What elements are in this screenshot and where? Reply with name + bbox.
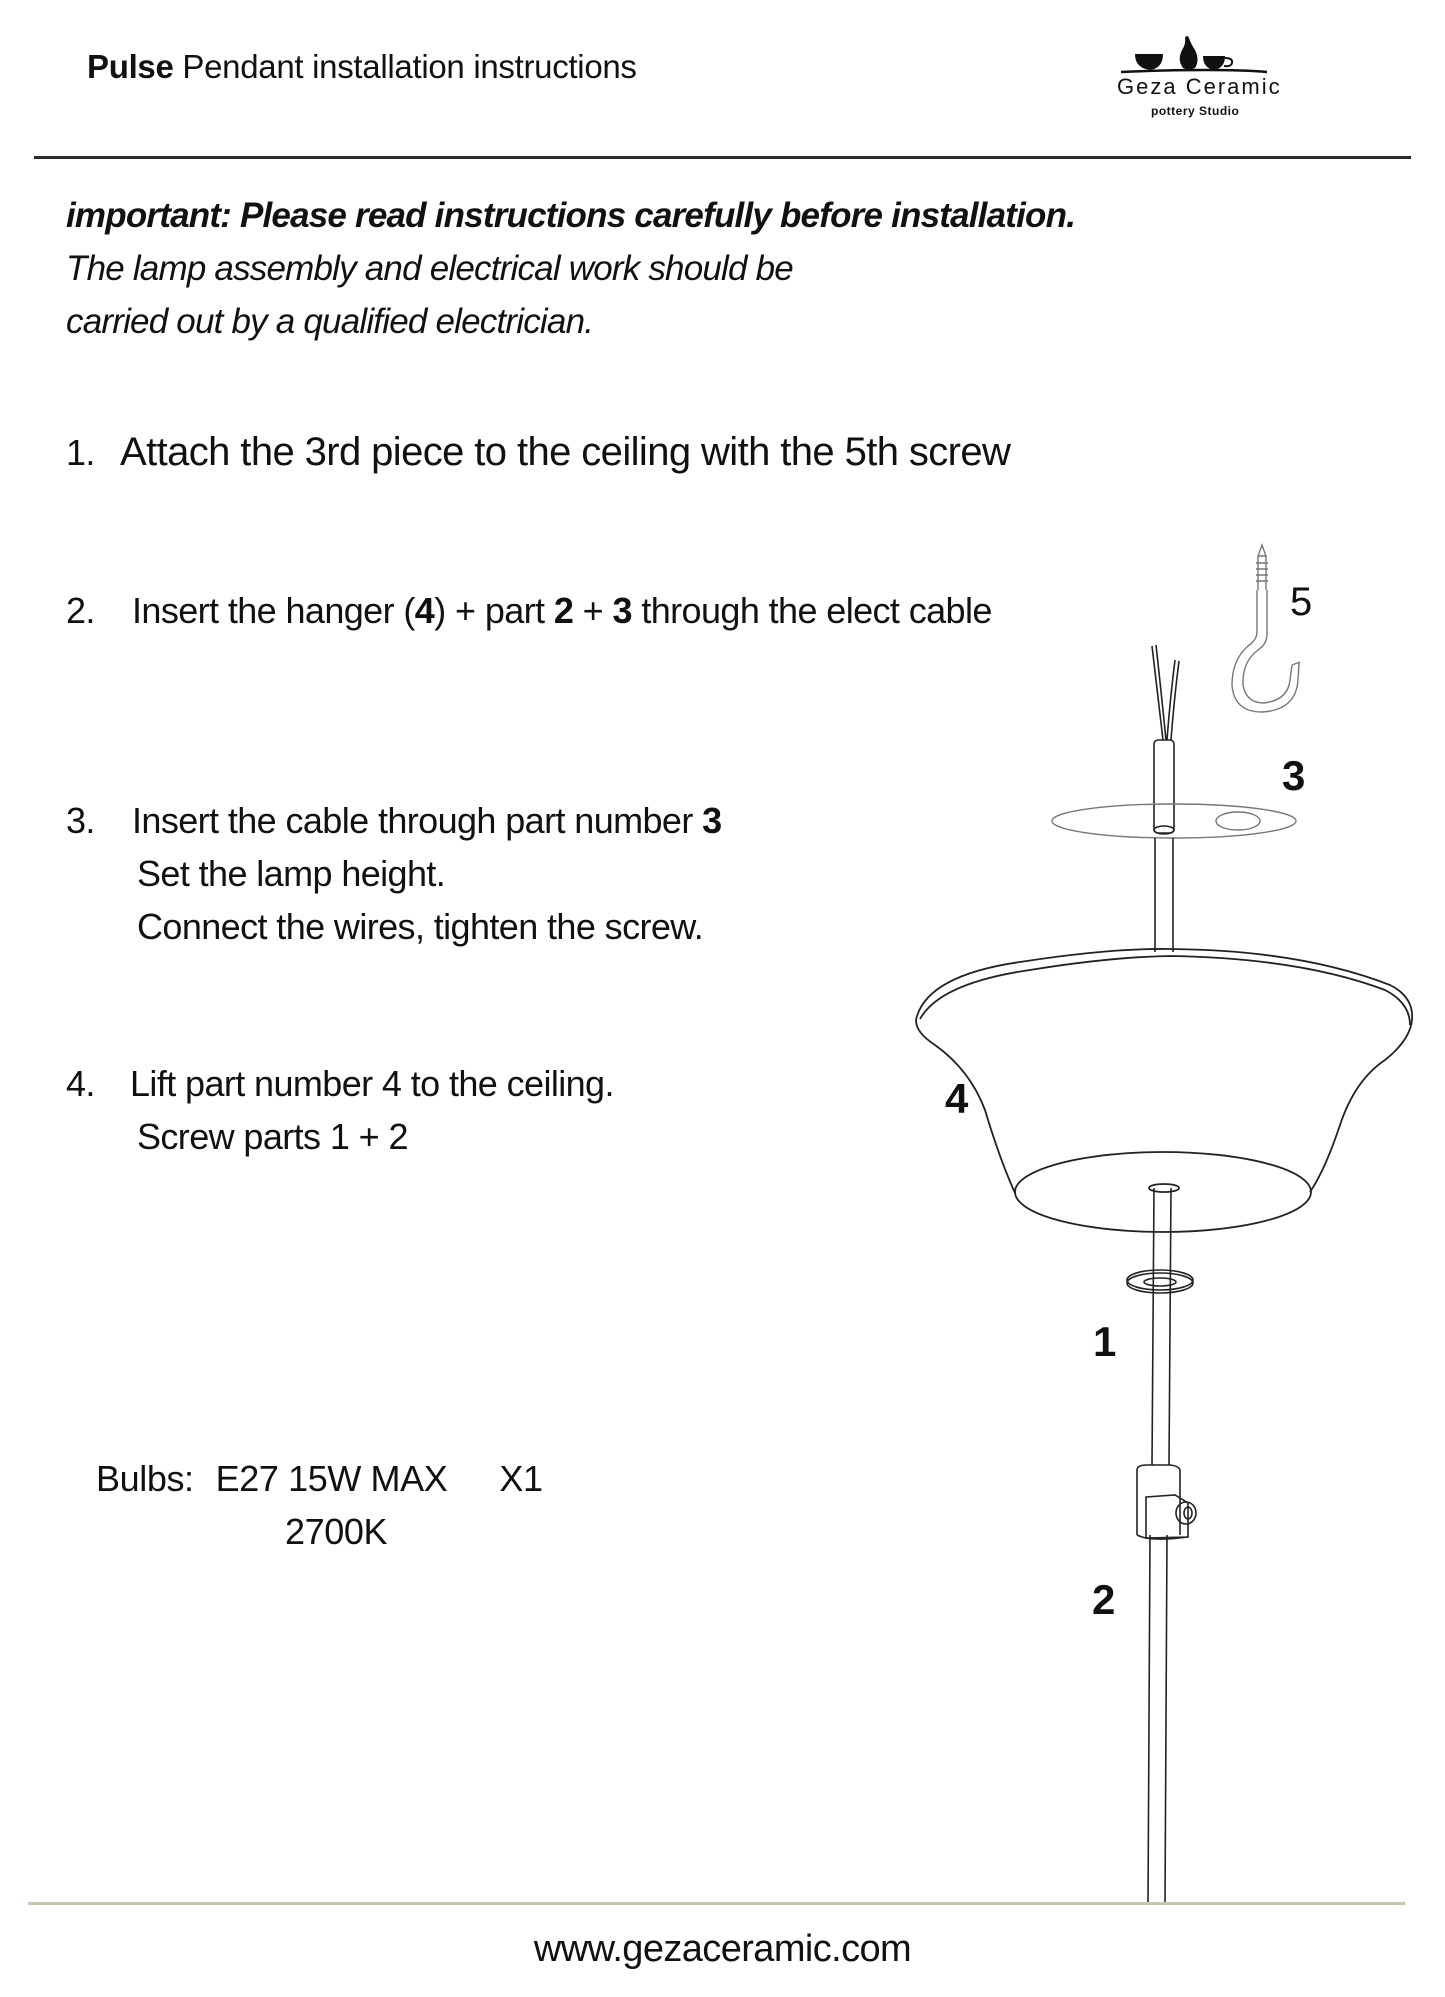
logo-subtitle: pottery Studio [1151,104,1240,118]
part-ref-3: 3 [612,590,632,631]
important-notice: important: Please read instructions carefully before installation. [66,196,1076,235]
upper-cable-drawing [1155,838,1173,952]
step-text-part: ) + part [434,590,554,631]
cable-wires-drawing [1152,645,1179,740]
step-text-part: through the elect cable [631,590,992,631]
step-number: 2. [66,590,95,631]
label-part-3: 3 [1282,752,1306,799]
title-text: Pendant installation instructions [173,48,637,85]
product-name: Pulse [87,48,174,85]
label-part-2: 2 [1092,1576,1116,1623]
part-ref-2: 2 [553,590,574,631]
hook-screw-drawing [1232,545,1300,712]
height-adjuster-drawing [1137,1465,1196,1539]
step-text: Insert the cable through part number [132,800,703,841]
bulb-color-temperature: 2700K [285,1511,388,1552]
step-number: 3. [66,800,95,841]
washer-drawing [1127,1270,1193,1293]
step-3-line-2: Set the lamp height. [137,853,446,894]
lamp-shade-drawing [916,949,1412,1232]
bulb-quantity: X1 [499,1458,543,1499]
step-text-part: + [573,590,613,631]
step-number: 4. [66,1063,95,1104]
cable-sleeve-drawing [1154,740,1174,834]
step-text-part: Insert the hanger ( [132,590,415,631]
bulbs-label: Bulbs: [96,1458,194,1499]
lower-rod-drawing [1148,1188,1171,1905]
label-part-4: 4 [945,1075,969,1122]
step-number: 1. [66,432,95,473]
bulb-type: E27 15W MAX [215,1458,448,1499]
step-4-line-2: Screw parts 1 + 2 [137,1116,408,1157]
part-ref-3: 3 [702,800,722,841]
footer-divider [28,1902,1405,1905]
label-part-5: 5 [1290,580,1313,624]
website-link[interactable]: www.gezaceramic.com [533,1928,912,1970]
electrician-note-line-1: The lamp assembly and electrical work should be [66,249,793,288]
electrician-note-line-2: carried out by a qualified electrician. [66,302,594,341]
step-3-line-3: Connect the wires, tighten the screw. [137,906,704,947]
step-text: Attach the 3rd piece to the ceiling with the 5th screw [120,430,1011,474]
part-ref-4: 4 [414,590,435,631]
step-text: Lift part number 4 to the ceiling. [130,1063,614,1104]
label-part-1: 1 [1093,1318,1117,1365]
logo-brand-name: Geza Ceramic [1117,74,1282,99]
